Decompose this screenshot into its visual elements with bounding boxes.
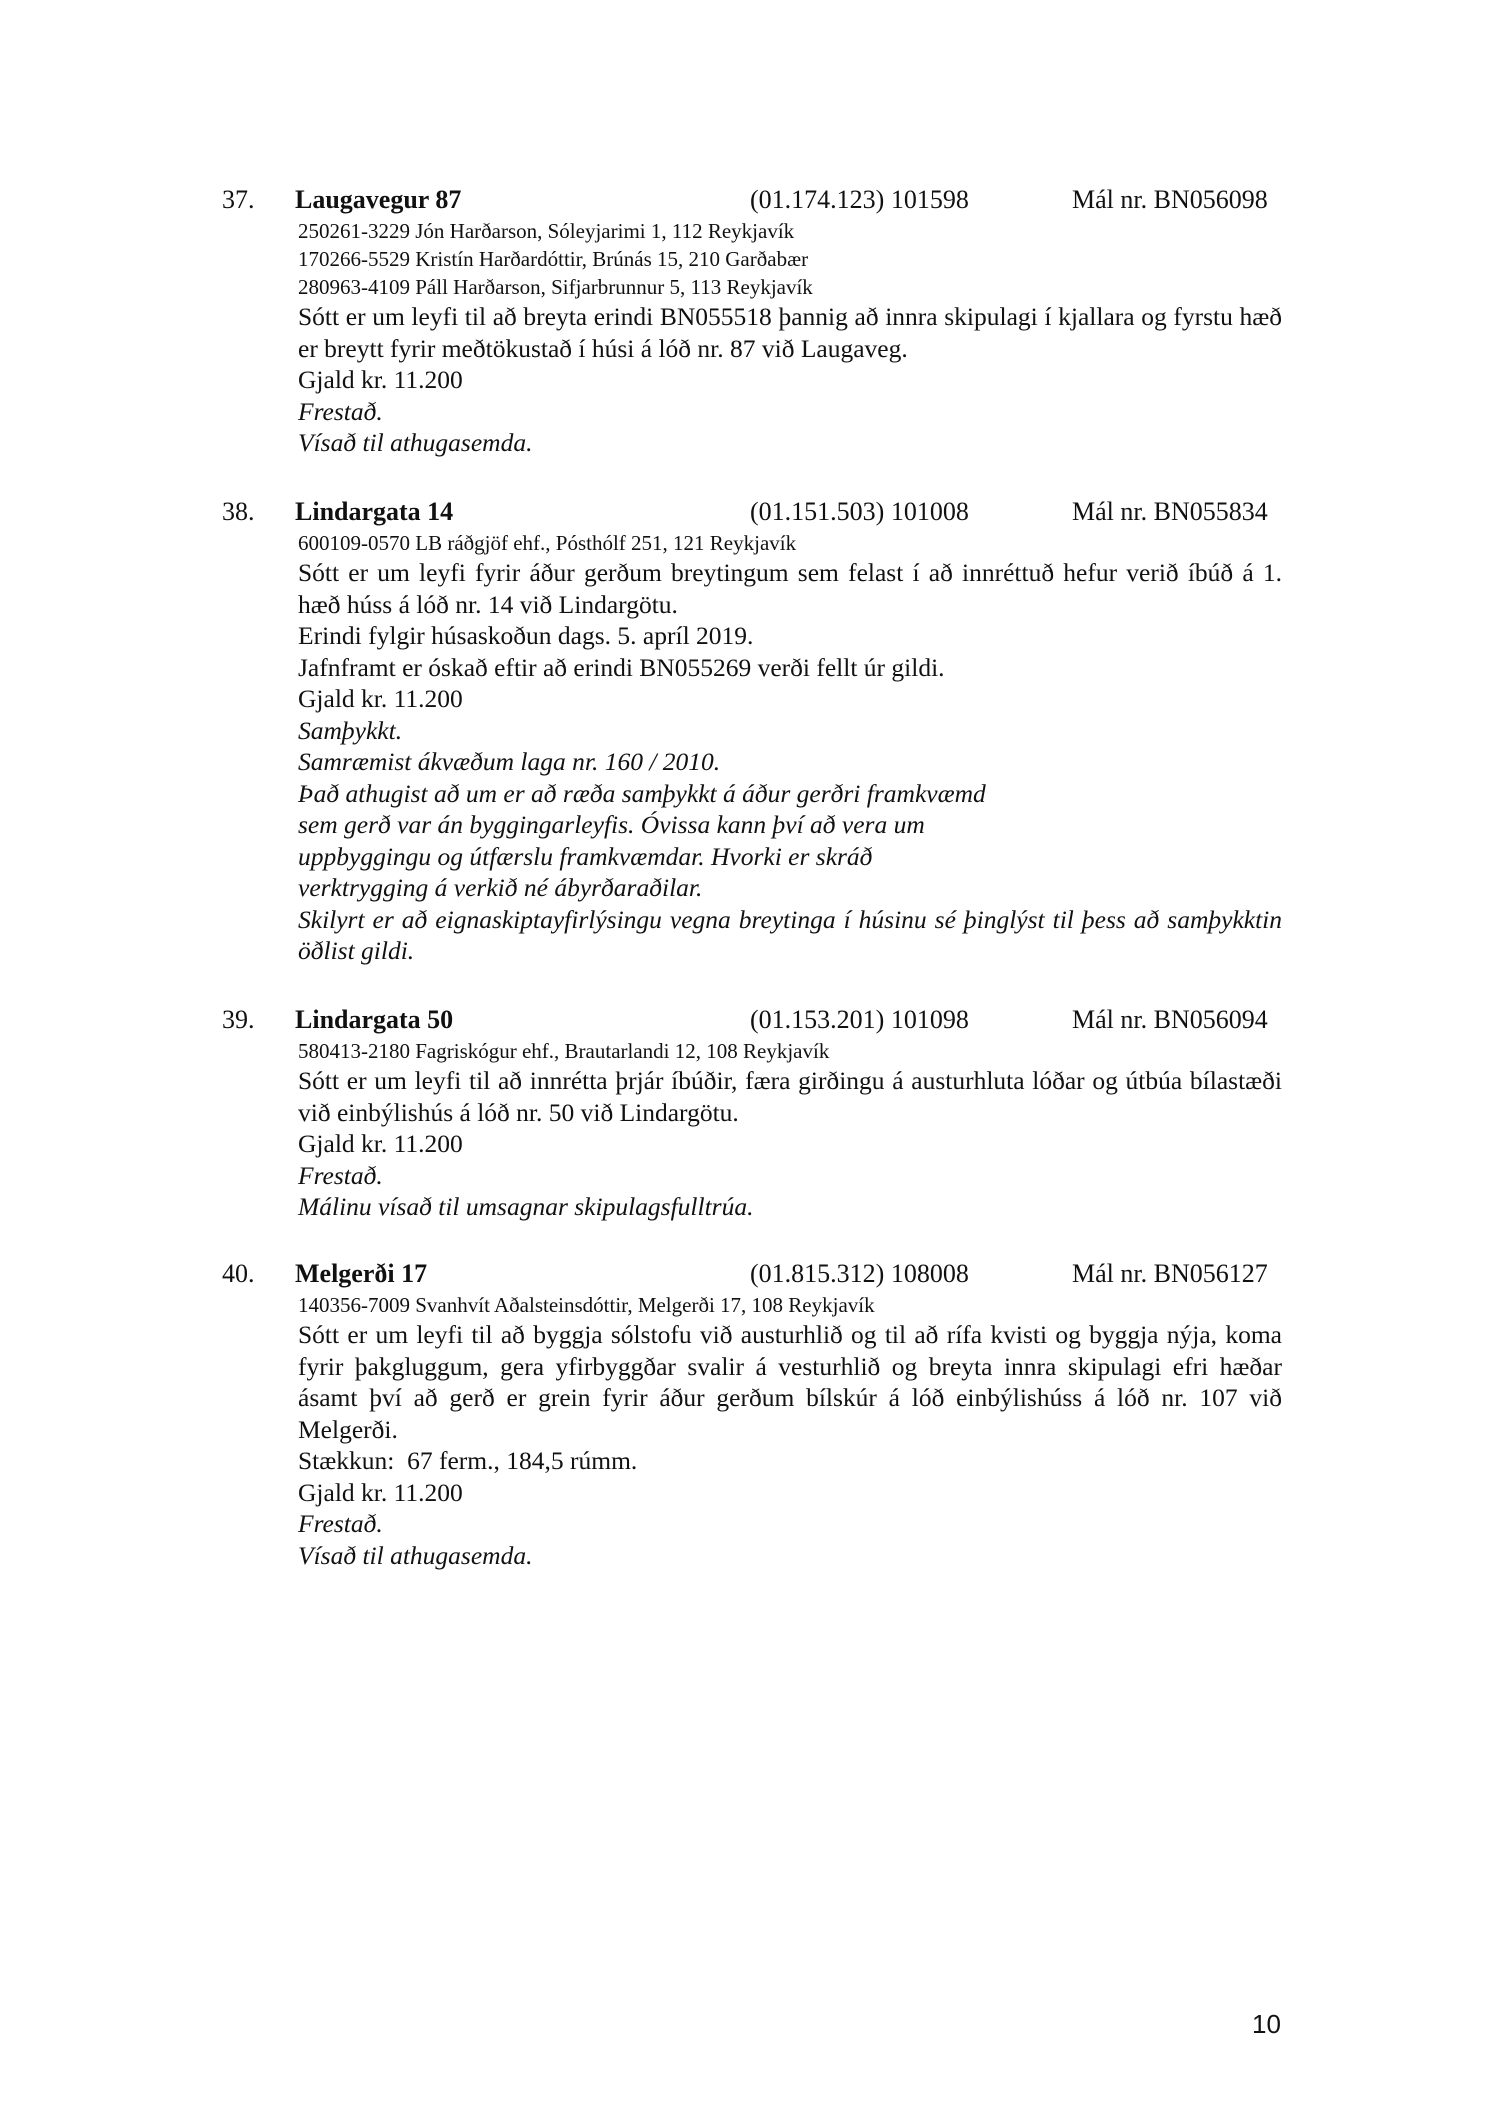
- area-line: Stækkun: 67 ferm., 184,5 rúmm.: [298, 1446, 638, 1475]
- item-case-number: Mál nr. BN056127: [1072, 1259, 1268, 1288]
- decision-line: Samræmist ákvæðum laga nr. 160 / 2010.: [298, 747, 721, 776]
- item-title: Lindargata 14: [295, 497, 454, 526]
- item-body: [298, 1037, 1282, 1223]
- item-number: 37.: [222, 185, 255, 214]
- decision-line: Vísað til athugasemda.: [298, 428, 533, 457]
- decision-line: verktrygging á verkið né ábyrðaraðilar.: [298, 873, 703, 902]
- item-title: Laugavegur 87: [295, 185, 462, 214]
- decision-line: Vísað til athugasemda.: [298, 1540, 533, 1570]
- item-case-number: Mál nr. BN055834: [1072, 497, 1268, 526]
- fee-line: Gjald kr. 11.200: [298, 365, 463, 394]
- decision-line: Frestað.: [298, 1509, 383, 1538]
- item-description: Sótt er um leyfi til að innrétta þrjár íbúðir, færa girðingu á austurhluta lóðar og útbúa bílastæði við einbýlishús á lóð nr. 50 við Lindargötu.: [298, 1066, 1282, 1127]
- decision-line: Samþykkt.: [298, 715, 403, 745]
- item-case-number: Mál nr. BN056094: [1072, 1005, 1268, 1034]
- owner-line: 280963-4109 Páll Harðarson, Sifjarbrunnur 5, 113 Reykjavík: [298, 275, 813, 299]
- owner-line: 580413-2180 Fagriskógur ehf., Brautarlandi 12, 108 Reykjavík: [298, 1039, 830, 1063]
- owner-line: 250261-3229 Jón Harðarson, Sóleyjarimi 1, 112 Reykjavík: [298, 219, 795, 243]
- item-header: [222, 183, 1282, 217]
- item-body: [298, 529, 1282, 967]
- item-number: 39.: [222, 1005, 255, 1034]
- fee-line: Gjald kr. 11.200: [298, 684, 463, 713]
- item-land-code: (01.174.123) 101598: [750, 185, 969, 214]
- owner-line: 600109-0570 LB ráðgjöf ehf., Pósthólf 251, 121 Reykjavík: [298, 531, 797, 555]
- decision-line: sem gerð var án byggingarleyfis. Óvissa kann því að vera um: [298, 810, 925, 839]
- decision-line: Málinu vísað til umsagnar skipulagsfulltrúa.: [298, 1192, 754, 1221]
- agenda-item-39: [222, 1003, 1282, 1223]
- condition-paragraph: Skilyrt er að eignaskiptayfirlýsingu vegna breytinga í húsinu sé þinglýst til þess að samþykktin öðlist gildi.: [298, 904, 1282, 965]
- item-title: Melgerði 17: [295, 1259, 428, 1288]
- item-title: Lindargata 50: [295, 1005, 454, 1034]
- decision-line: Það athugist að um er að ræða samþykkt á áður gerðri framkvæmd: [298, 778, 986, 808]
- item-land-code: (01.151.503) 101008: [750, 497, 969, 526]
- item-land-code: (01.153.201) 101098: [750, 1005, 969, 1034]
- item-land-code: (01.815.312) 108008: [750, 1259, 969, 1288]
- owner-line: 140356-7009 Svanhvít Aðalsteinsdóttir, Melgerði 17, 108 Reykjavík: [298, 1293, 875, 1317]
- agenda-item-38: [222, 495, 1282, 967]
- item-number: 40.: [222, 1259, 255, 1288]
- item-number: 38.: [222, 497, 255, 526]
- item-header: [222, 1257, 1282, 1291]
- item-header: [222, 495, 1282, 529]
- item-description: Sótt er um leyfi til að breyta erindi BN055518 þannig að innra skipulagi í kjallara og fyrstu hæð er breytt fyrir meðtökustað í húsi á lóð nr. 87 við Laugaveg.: [298, 302, 1282, 363]
- fee-line: Gjald kr. 11.200: [298, 1129, 463, 1158]
- agenda-item-40: [222, 1257, 1282, 1571]
- decision-line: Frestað.: [298, 1160, 383, 1190]
- page-number: 10: [1252, 2009, 1281, 2039]
- item-description: Sótt er um leyfi til að byggja sólstofu við austurhlið og til að rífa kvisti og byggja nýja, koma fyrir þakgluggum, gera yfirbyggðar svalir á vesturhlið og breyta innra skipulagi efri hæðar ásamt því að gerð er grein fyrir áður gerðum bílskúr á lóð einbýlishúss á lóð nr. 107 við Melgerði.: [298, 1320, 1282, 1444]
- item-body: [298, 217, 1282, 459]
- item-description: Sótt er um leyfi fyrir áður gerðum breytingum sem felast í að innréttuð hefur verið íbúð á 1. hæð húss á lóð nr. 14 við Lindargötu.: [298, 558, 1282, 619]
- item-header: [222, 1003, 1282, 1037]
- item-case-number: Mál nr. BN056098: [1072, 185, 1268, 214]
- agenda-item-37: [222, 183, 1282, 459]
- decision-line: Frestað.: [298, 396, 383, 426]
- decision-line: uppbyggingu og útfærslu framkvæmdar. Hvorki er skráð: [298, 841, 873, 871]
- text-line: Erindi fylgir húsaskoðun dags. 5. apríl 2019.: [298, 621, 754, 650]
- item-body: [298, 1291, 1282, 1571]
- text-line: Jafnframt er óskað eftir að erindi BN055269 verði fellt úr gildi.: [298, 652, 945, 682]
- owner-line: 170266-5529 Kristín Harðardóttir, Brúnás 15, 210 Garðabær: [298, 247, 809, 271]
- fee-line: Gjald kr. 11.200: [298, 1477, 463, 1507]
